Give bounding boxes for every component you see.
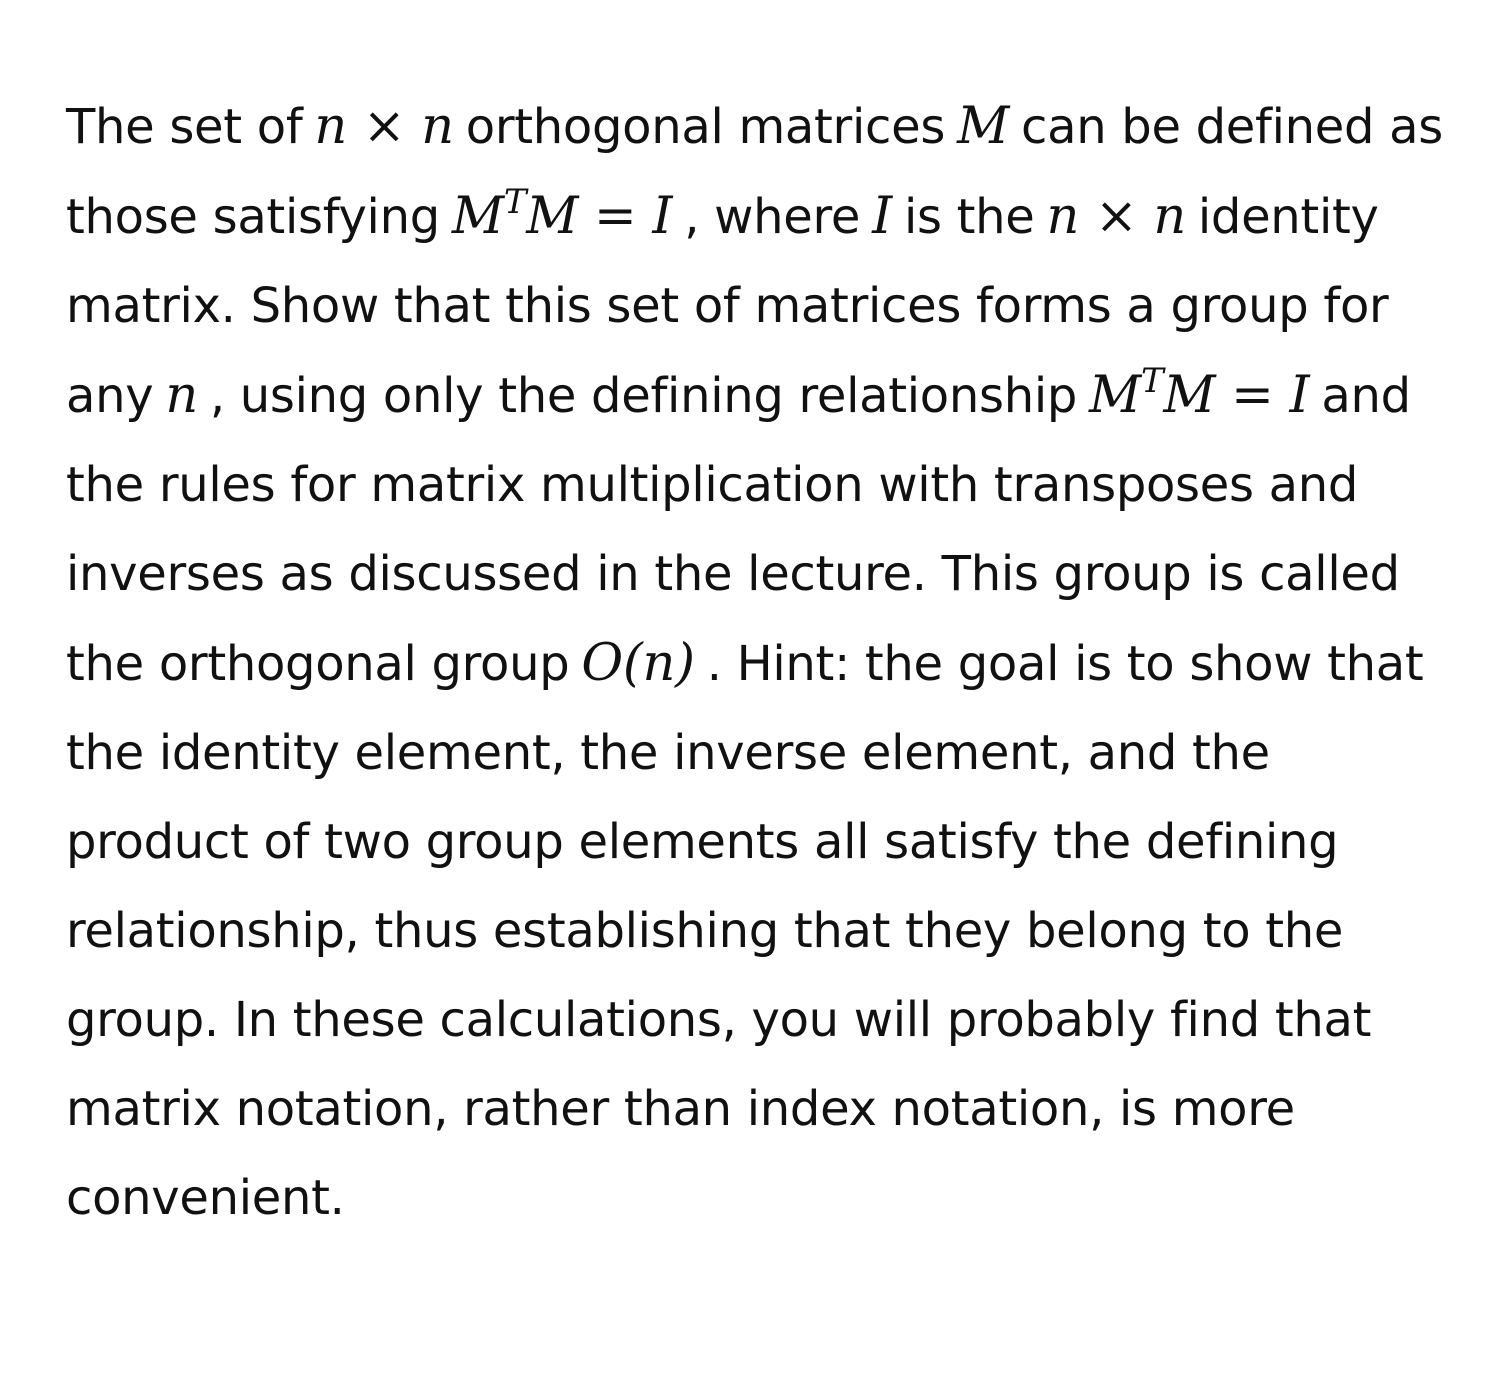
text-segment: is the: [903, 189, 1035, 245]
math-n-times-n: n × n: [1046, 187, 1186, 246]
text-segment: can be defined as those satisfying: [66, 99, 1443, 245]
math-m: M: [957, 97, 1009, 156]
math-m-base: M: [1089, 366, 1141, 425]
problem-statement: [66, 82, 1456, 1243]
text-segment: The set of: [66, 99, 303, 155]
math-m-equals-i: M = I: [1163, 366, 1310, 425]
text-segment: orthogonal matrices: [465, 99, 946, 155]
text-segment: identity matrix. Show that this set of matrices forms a group for any: [66, 189, 1389, 424]
text-segment: , where: [684, 189, 861, 245]
math-n-times-n: n × n: [314, 97, 454, 156]
math-defining-relation: [451, 182, 673, 246]
math-defining-relation: [1089, 361, 1310, 425]
math-i: I: [872, 187, 892, 246]
math-transpose-superscript: T: [1140, 361, 1164, 401]
text-segment: . Hint: the goal is to show that the identity element, the inverse element, and the product of two group elements all satisfy the defining relationship, thus establishing that they belong to the group. In these calculations, you will probably find that matrix notation, rather than index notation, is more convenient.: [66, 636, 1424, 1226]
math-transpose-superscript: T: [503, 182, 527, 222]
math-n: n: [165, 366, 198, 425]
math-orthogonal-group: O(n): [581, 634, 695, 693]
text-segment: and the rules for matrix multiplication with transposes and inverses as discussed in the lecture. This group is called the orthogonal group: [66, 368, 1411, 692]
text-segment: , using only the defining relationship: [209, 368, 1078, 424]
math-m-base: M: [451, 187, 504, 246]
math-m-equals-i: M = I: [526, 187, 673, 246]
